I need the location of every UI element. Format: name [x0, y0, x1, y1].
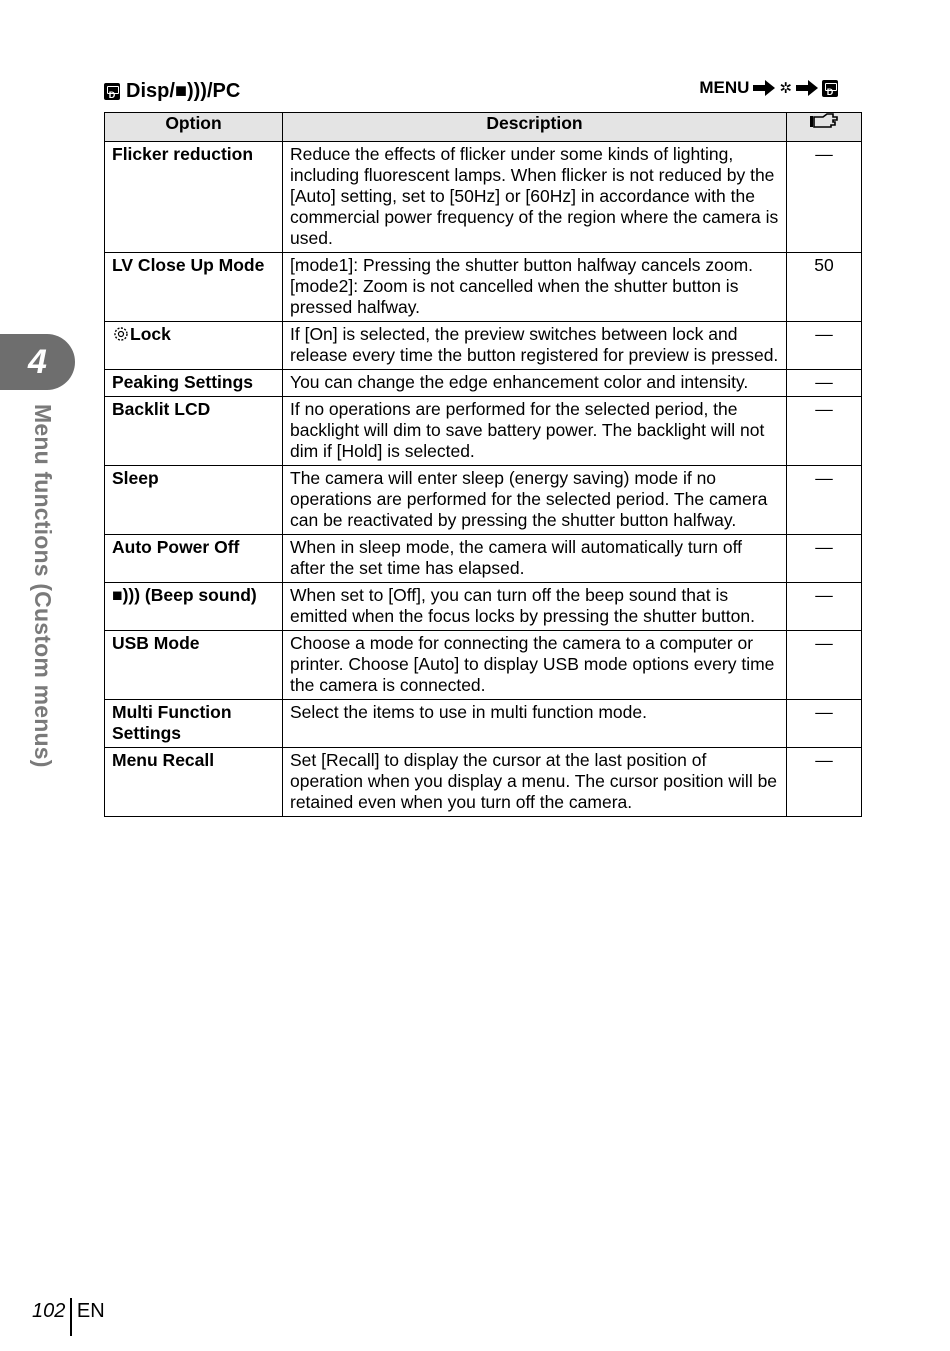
menu-path: [695, 78, 838, 98]
description-cell: When set to [Off], you can turn off the beep sound that is emitted when the focus locks by pressing the shutter button.: [283, 583, 787, 631]
table-row: [105, 631, 862, 700]
description-cell: The camera will enter sleep (energy saving) mode if no operations are performed for the selected period. The camera can be reactivated by pressing the shutter button halfway.: [283, 466, 787, 535]
reference-cell: —: [787, 583, 862, 631]
preview-icon: [112, 326, 130, 342]
chapter-number: 4: [28, 342, 47, 381]
menu-label: MENU: [699, 78, 750, 97]
option-cell: Auto Power Off: [105, 535, 283, 583]
option-cell: Flicker reduction: [105, 142, 283, 253]
chapter-tab: [0, 334, 75, 390]
reference-column-header: [787, 113, 862, 142]
reference-cell: —: [787, 748, 862, 817]
table-row: [105, 322, 862, 370]
arrow-right-icon: [796, 80, 818, 96]
reference-cell: 50: [787, 253, 862, 322]
page-number: 102: [32, 1299, 66, 1322]
option-cell: [105, 322, 283, 370]
section-title-text: Disp/■)))/PC: [126, 80, 241, 102]
reference-cell: —: [787, 322, 862, 370]
table-row: [105, 253, 862, 322]
reference-cell: —: [787, 700, 862, 748]
option-cell: USB Mode: [105, 631, 283, 700]
description-cell: Set [Recall] to display the cursor at the last position of operation when you display a menu. The cursor position will be retained even when you turn off the camera.: [283, 748, 787, 817]
options-table: [104, 112, 862, 817]
chapter-title: Menu functions (Custom menus): [30, 404, 56, 768]
table-header-row: [105, 113, 862, 142]
option-cell: Peaking Settings: [105, 370, 283, 397]
description-cell: If no operations are performed for the selected period, the backlight will dim to save battery power. The backlight will not dim if [Hold] is selected.: [283, 397, 787, 466]
table-row: [105, 142, 862, 253]
pointing-hand-icon: [809, 113, 839, 129]
custom-menu-camera-icon: D: [822, 80, 838, 97]
option-cell: Sleep: [105, 466, 283, 535]
reference-cell: —: [787, 466, 862, 535]
table-row: [105, 700, 862, 748]
option-label: Lock: [130, 324, 171, 344]
table-row: [105, 370, 862, 397]
table-row: [105, 583, 862, 631]
description-cell: If [On] is selected, the preview switches between lock and release every time the button registered for preview is pressed.: [283, 322, 787, 370]
description-cell: Select the items to use in multi function mode.: [283, 700, 787, 748]
arrow-right-icon: [753, 80, 775, 96]
reference-cell: —: [787, 370, 862, 397]
table-row: [105, 748, 862, 817]
description-cell: [mode1]: Pressing the shutter button halfway cancels zoom. [mode2]: Zoom is not cancelled when the shutter button is pressed halfway.: [283, 253, 787, 322]
option-cell: LV Close Up Mode: [105, 253, 283, 322]
page-footer: [32, 1292, 105, 1330]
table-row: [105, 535, 862, 583]
table-row: [105, 466, 862, 535]
page-header: [104, 76, 860, 110]
language-code: EN: [76, 1299, 105, 1322]
reference-cell: —: [787, 397, 862, 466]
option-cell: Multi Function Settings: [105, 700, 283, 748]
reference-cell: —: [787, 142, 862, 253]
option-cell: Backlit LCD: [105, 397, 283, 466]
description-cell: Choose a mode for connecting the camera to a computer or printer. Choose [Auto] to display USB mode options every time the camera is connected.: [283, 631, 787, 700]
description-cell: Reduce the effects of flicker under some kinds of lighting, including fluorescent lamps. When flicker is not reduced by the [Auto] setting, set to [50Hz] or [60Hz] in accordance with the commercial power frequency of the region where the camera is used.: [283, 142, 787, 253]
custom-menu-camera-icon: D: [104, 83, 120, 100]
gear-icon: ✲: [779, 80, 792, 97]
description-column-header: Description: [283, 113, 787, 142]
option-column-header: Option: [105, 113, 283, 142]
description-cell: You can change the edge enhancement color and intensity.: [283, 370, 787, 397]
reference-cell: —: [787, 535, 862, 583]
option-cell: Menu Recall: [105, 748, 283, 817]
footer-divider: [70, 1298, 72, 1336]
section-title: [104, 80, 240, 103]
reference-cell: —: [787, 631, 862, 700]
option-cell: ■))) (Beep sound): [105, 583, 283, 631]
table-row: [105, 397, 862, 466]
description-cell: When in sleep mode, the camera will automatically turn off after the set time has elapsed.: [283, 535, 787, 583]
